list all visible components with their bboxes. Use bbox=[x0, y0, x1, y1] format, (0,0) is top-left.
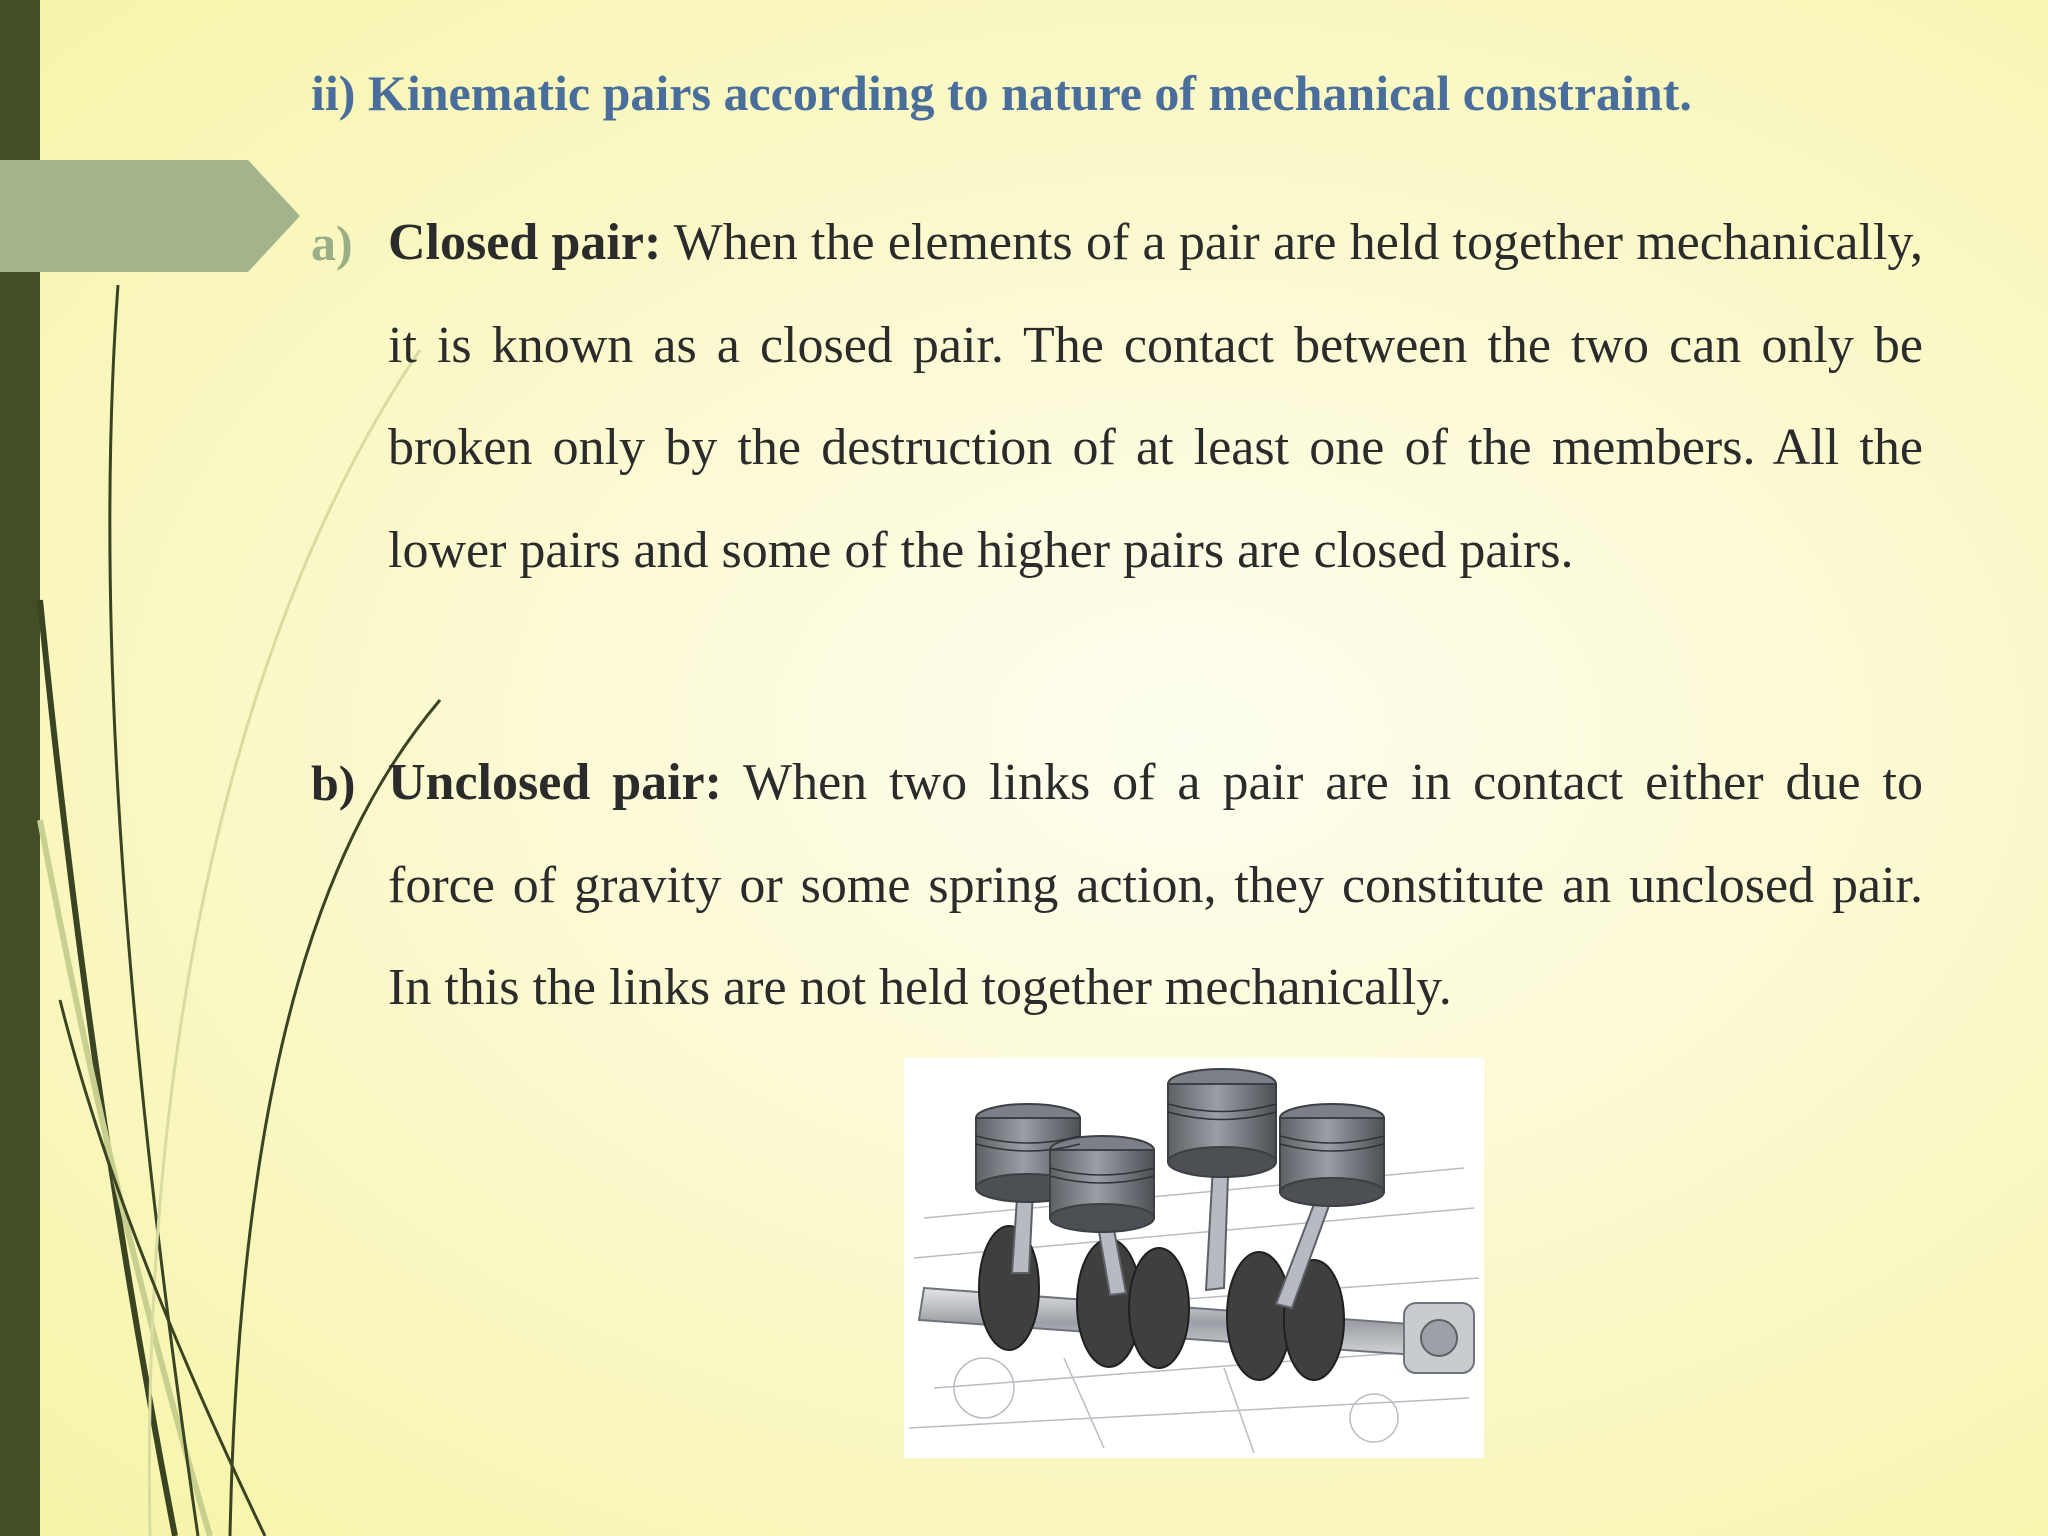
bullet-arrow-tab bbox=[0, 160, 300, 272]
list-item-unclosed-pair bbox=[311, 732, 1923, 1040]
term-closed-pair: Closed pair: bbox=[388, 214, 662, 271]
list-marker: a) bbox=[311, 215, 353, 271]
term-unclosed-pair: Unclosed pair: bbox=[388, 754, 722, 811]
slide-heading: ii) Kinematic pairs according to nature of mechanical constraint. bbox=[311, 65, 1692, 121]
paragraph-closed-pair bbox=[388, 192, 1923, 602]
crankshaft-pistons-illustration bbox=[904, 1058, 1484, 1458]
definition-closed-pair: When the elements of a pair are held together mechanically, it is known as a closed pair. The contact between the two can only be broken only by the destruction of at least one of the members. All the lower pairs and some of the higher pairs are closed pairs. bbox=[388, 214, 1924, 579]
definition-unclosed-pair: When two links of a pair are in contact either due to force of gravity or some spring action, they constitute an unclosed pair. In this the links are not held together mechanically. bbox=[388, 754, 1923, 1016]
list-marker: b) bbox=[311, 755, 356, 811]
list-item-closed-pair bbox=[311, 192, 1923, 602]
paragraph-unclosed-pair bbox=[388, 732, 1923, 1040]
